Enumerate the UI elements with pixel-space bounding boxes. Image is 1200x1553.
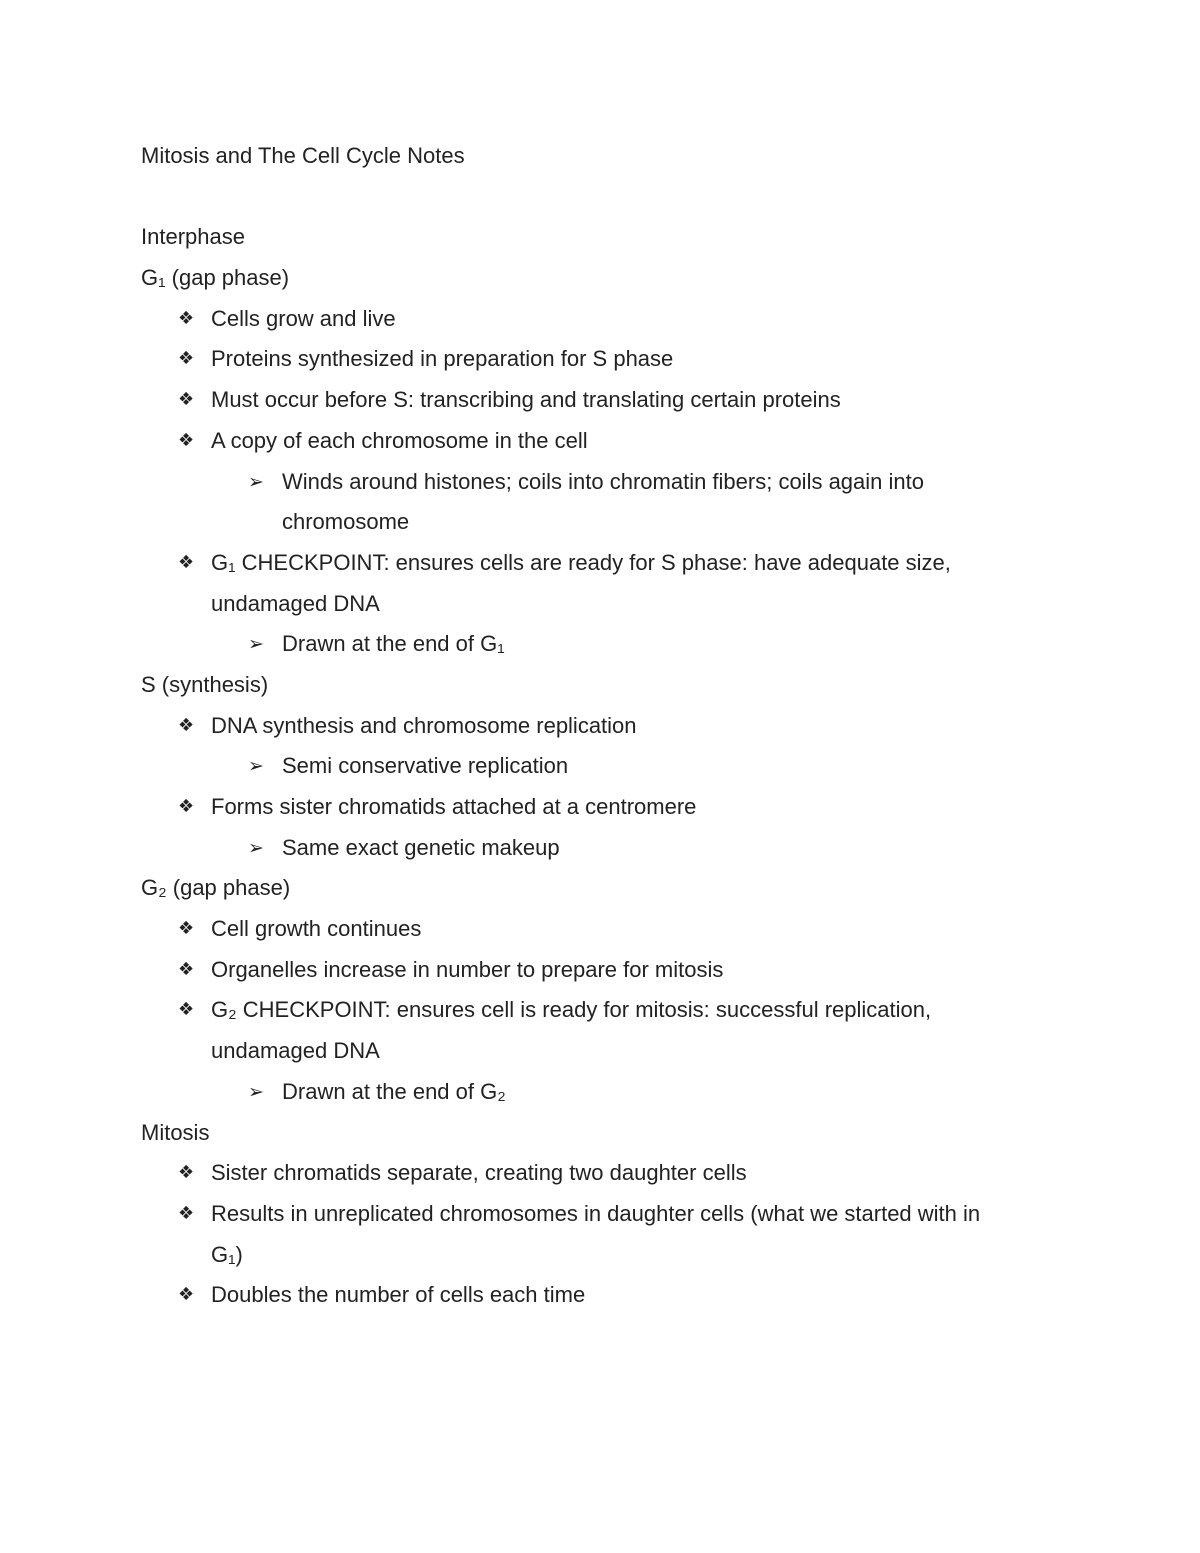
list-item-text: Forms sister chromatids attached at a centromere [211, 794, 697, 819]
list-item [141, 543, 1041, 584]
diamond-cross-bullet-icon: ❖ [178, 1162, 195, 1184]
list-item [141, 380, 1041, 421]
list-item-continuation [141, 1031, 1041, 1072]
list-item-text: Doubles the number of cells each time [211, 1282, 586, 1308]
list-item-text: DNA synthesis and chromosome replication [211, 712, 637, 738]
list-item [141, 299, 1041, 340]
list-item [141, 950, 1041, 991]
diamond-cross-bullet-icon: ❖ [178, 958, 195, 980]
sub-list-item [141, 746, 1041, 787]
diamond-cross-bullet-icon: ❖ [178, 307, 195, 329]
arrowhead-bullet-icon: ➢ [248, 755, 264, 778]
list-item-text: Cell growth continues [211, 916, 422, 942]
list-item-text: Organelles increase in number to prepare for mitosis [211, 956, 724, 982]
diamond-cross-bullet-icon: ❖ [178, 551, 195, 573]
section-heading-interphase: Interphase [141, 224, 245, 250]
list-item [141, 787, 1041, 828]
list-item-text: undamaged DNA [211, 590, 380, 616]
list-item-continuation [141, 1235, 1041, 1276]
list-item [141, 909, 1041, 950]
sub-list-item-text: Same exact genetic makeup [282, 834, 560, 860]
sub-list-item-text: Drawn at the end of G₁ [282, 631, 505, 657]
document-title: Mitosis and The Cell Cycle Notes [141, 143, 465, 168]
list-item-text: G₁ CHECKPOINT: ensures cells are ready for S phase: have adequate size, [211, 549, 951, 575]
list-item-text: Sister chromatids separate, creating two daughter cells [211, 1160, 747, 1186]
sub-list-item [141, 624, 1041, 665]
sub-list-item-text: Winds around histones; coils into chromatin fibers; coils again into [282, 468, 924, 494]
sub-list-item [141, 828, 1041, 869]
list-item-text: Must occur before S: transcribing and translating certain proteins [211, 387, 841, 413]
arrowhead-bullet-icon: ➢ [248, 836, 264, 859]
section-heading-mitosis: Mitosis [141, 1119, 210, 1145]
list-item-text: G₁) [211, 1241, 243, 1267]
arrowhead-bullet-icon: ➢ [248, 633, 264, 656]
list-item [141, 990, 1041, 1031]
arrowhead-bullet-icon: ➢ [248, 1080, 264, 1103]
diamond-cross-bullet-icon: ❖ [178, 429, 195, 451]
subsection-heading-s: S (synthesis) [141, 671, 269, 697]
sub-list-item-text: Semi conservative replication [282, 753, 569, 779]
document-body [141, 136, 1041, 1316]
diamond-cross-bullet-icon: ❖ [178, 1202, 195, 1224]
list-item-text: A copy of each chromosome in the cell [211, 427, 588, 453]
diamond-cross-bullet-icon: ❖ [178, 796, 195, 817]
list-item [141, 706, 1041, 747]
list-item [141, 1194, 1041, 1235]
diamond-cross-bullet-icon: ❖ [178, 999, 195, 1021]
list-item-text: Cells grow and live [211, 305, 396, 331]
list-item [141, 339, 1041, 380]
arrowhead-bullet-icon: ➢ [248, 470, 264, 493]
blank-line [141, 177, 1041, 218]
sub-list-item-text: chromosome [282, 509, 410, 535]
subsection-heading-g1: G₁ (gap phase) [141, 265, 290, 291]
list-item [141, 1153, 1041, 1194]
list-item-text: Results in unreplicated chromosomes in daughter cells (what we started with in [211, 1200, 981, 1226]
sub-list-item-text: Drawn at the end of G₂ [282, 1078, 506, 1104]
list-item [141, 421, 1041, 462]
sub-list-item-continuation [141, 502, 1041, 543]
diamond-cross-bullet-icon: ❖ [178, 714, 195, 736]
list-item-continuation [141, 584, 1041, 625]
list-item-text: G₂ CHECKPOINT: ensures cell is ready for mitosis: successful replication, [211, 997, 932, 1023]
diamond-cross-bullet-icon: ❖ [178, 389, 195, 411]
list-item-text: Proteins synthesized in preparation for S phase [211, 346, 674, 372]
sub-list-item [141, 1072, 1041, 1113]
list-item [141, 1275, 1041, 1316]
diamond-cross-bullet-icon: ❖ [178, 918, 195, 940]
subsection-heading-g2: G₂ (gap phase) [141, 875, 291, 901]
diamond-cross-bullet-icon: ❖ [178, 1284, 195, 1306]
diamond-cross-bullet-icon: ❖ [178, 348, 195, 370]
list-item-text: undamaged DNA [211, 1038, 380, 1064]
sub-list-item [141, 462, 1041, 503]
